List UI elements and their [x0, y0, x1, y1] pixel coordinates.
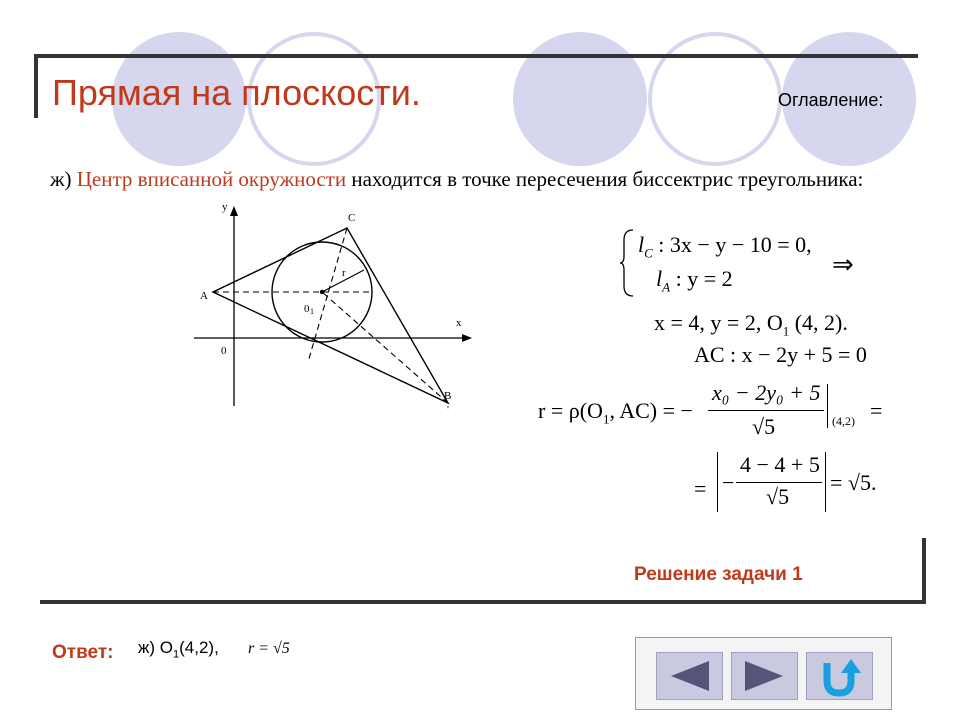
implies-symbol: ⇒	[832, 250, 854, 279]
label-origin: 0	[221, 345, 227, 357]
fraction-1-denominator: √5	[752, 414, 776, 439]
label-b-mark: '	[447, 404, 449, 416]
triangle-right-icon	[732, 653, 797, 699]
triangle-left-icon	[657, 653, 722, 699]
system-line-2: $l_A$ : y = 2	[656, 266, 733, 295]
distance-lhs: $r = \rho(O_1$, AC) = −	[538, 398, 693, 427]
next-slide-button[interactable]	[731, 652, 798, 700]
navigation-panel	[635, 637, 892, 710]
label-a: A	[200, 290, 208, 302]
triangle-abc	[213, 228, 448, 403]
evaluation-point: (4,2)	[832, 414, 855, 428]
problem-statement	[50, 164, 890, 194]
y-axis-arrow	[230, 206, 238, 216]
abs-left-bar	[717, 452, 718, 512]
line-ac-equation: AC : x − 2y + 5 = 0	[694, 342, 867, 367]
statement-prefix: ж)	[50, 167, 77, 191]
label-o1: 0	[304, 303, 310, 315]
solution-link[interactable]: Решение задачи 1	[634, 564, 803, 585]
fraction-2-denominator: √5	[766, 484, 790, 509]
label-x: x	[456, 317, 462, 329]
evaluation-bar	[827, 384, 828, 428]
label-y: y	[222, 201, 228, 213]
abs-right-bar	[825, 452, 826, 512]
bisector-b	[322, 292, 448, 403]
decor-circle-4	[648, 32, 782, 166]
return-button[interactable]	[806, 652, 873, 700]
bottom-frame-line	[40, 600, 926, 604]
result-value: = √5.	[830, 470, 877, 495]
page-title: Прямая на плоскости.	[52, 72, 421, 113]
label-o1-sub: 1	[310, 307, 314, 316]
prev-slide-button[interactable]	[656, 652, 723, 700]
answer-radius: r = √5	[248, 640, 290, 657]
label-r: r	[342, 267, 346, 279]
solution-line-o1: x = 4, y = 2, $O_1$ (4, 2).	[654, 310, 848, 339]
x-axis-arrow	[462, 334, 472, 342]
statement-highlight: Центр вписанной окружности	[76, 167, 347, 191]
fraction-1-bar	[708, 410, 824, 411]
system-line-1: $l_C$ : 3x − y − 10 = 0,	[638, 232, 812, 261]
abs-minus: −	[722, 470, 735, 495]
label-b: B	[444, 390, 452, 402]
equals-end: =	[870, 398, 883, 423]
toc-link[interactable]: Оглавление:	[778, 90, 884, 110]
statement-rest: находится в точке пересечения биссектрис треугольника:	[346, 167, 864, 191]
left-frame-line	[34, 54, 38, 118]
fraction-2-numerator: 4 − 4 + 5	[740, 452, 820, 477]
incenter-point	[320, 290, 324, 294]
equals-start: =	[694, 476, 707, 501]
fraction-2-bar	[736, 482, 822, 483]
return-arrow-icon	[807, 653, 872, 699]
answer-text: ж) $O_1(4,2)$,	[138, 638, 219, 661]
top-frame-line	[34, 54, 918, 58]
label-c: C	[348, 212, 356, 224]
system-brace	[620, 228, 636, 298]
right-frame-line	[922, 538, 926, 604]
answer-label: Ответ:	[52, 642, 114, 663]
fraction-1-numerator: x₀ − 2y₀ + 5	[712, 380, 821, 405]
triangle-figure	[190, 195, 480, 420]
decor-circle-3	[513, 32, 647, 166]
